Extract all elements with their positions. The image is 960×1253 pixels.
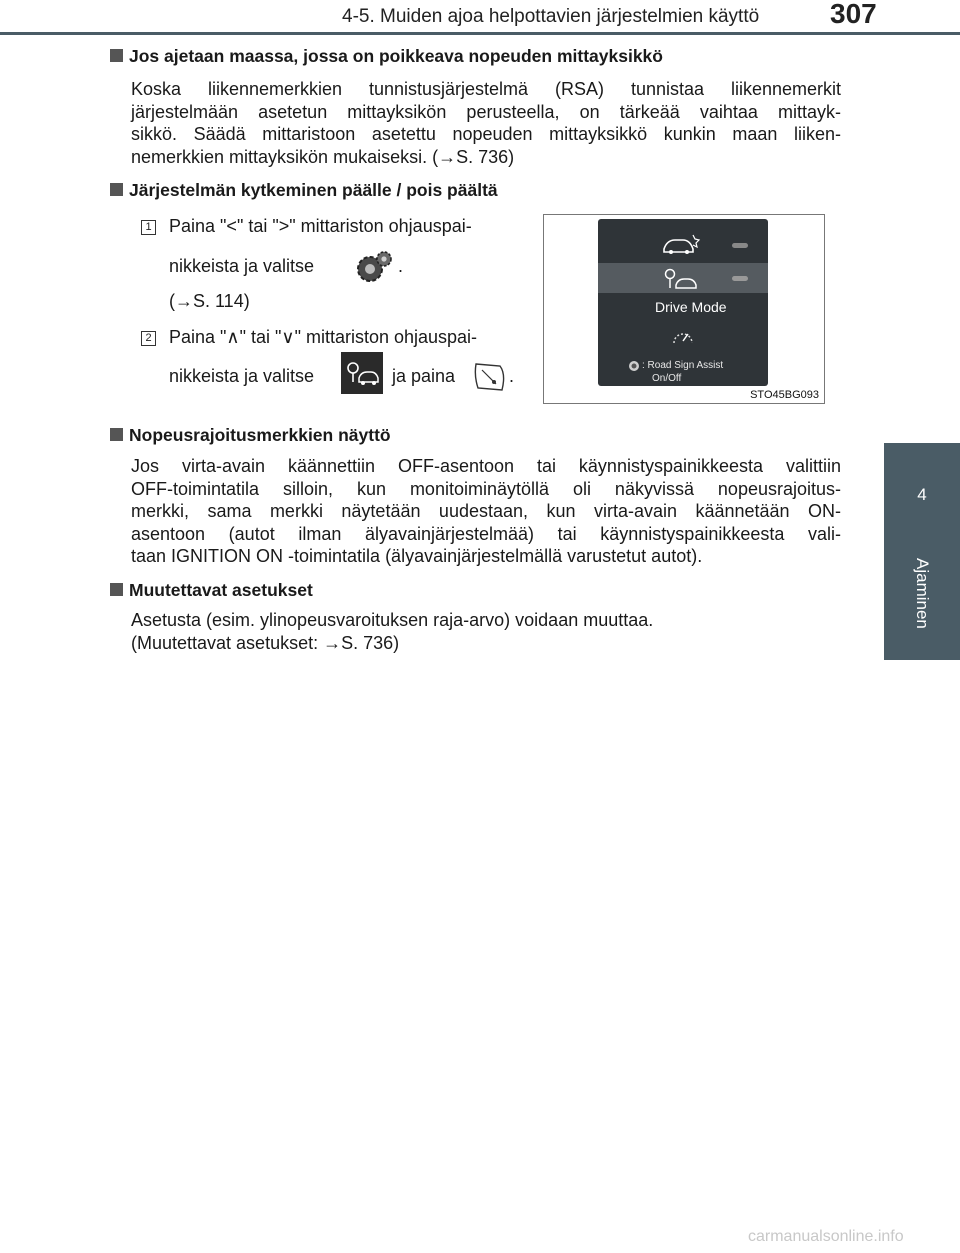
header-rule xyxy=(0,32,960,35)
paragraph-line: taan IGNITION ON -toimintatila (älyavainjärjestelmällä varustetut autot). xyxy=(131,546,703,566)
footer-watermark-url: carmanualsonline.info xyxy=(748,1228,904,1245)
paragraph-line: nemerkkien mittayksikön mukaiseksi. (→S. 736) xyxy=(131,146,515,167)
drive-mode-gauge-icon xyxy=(671,326,695,348)
paragraph-line: OFF-toimintatila silloin, kun monitoiminäytöllä oli näkyvissä nopeusrajoitus- xyxy=(131,478,841,499)
settings-gear-icon xyxy=(352,247,396,287)
car-warning-icon xyxy=(660,231,702,255)
display-screen xyxy=(598,219,768,386)
chapter-side-tab xyxy=(884,443,960,660)
step-1-line-2: nikkeista ja valitse xyxy=(169,256,315,276)
section-paragraph-speed-limit-display xyxy=(131,455,841,568)
ok-dot-icon xyxy=(628,360,640,372)
section-heading-text: Nopeusrajoitusmerkkien näyttö xyxy=(129,425,391,445)
bullet-square-icon xyxy=(110,428,123,441)
section-heading-text: Muutettavat asetukset xyxy=(129,580,313,600)
section-heading-speed-unit xyxy=(110,46,663,67)
road-sign-assist-icon xyxy=(662,267,704,291)
chapter-number: 4 xyxy=(917,485,927,504)
header-title: 4-5. Muiden ajoa helpottavien järjestelmien käyttö xyxy=(342,6,760,27)
screen-caption-line-2: On/Off xyxy=(652,373,682,384)
step-number-box: 1 xyxy=(141,220,156,235)
bullet-square-icon xyxy=(110,183,123,196)
section-paragraph-changeable-settings xyxy=(131,609,841,654)
section-heading-text: Järjestelmän kytkeminen päälle / pois päältä xyxy=(129,180,498,200)
section-heading-speed-limit-display xyxy=(110,425,391,446)
bullet-square-icon xyxy=(110,583,123,596)
chapter-label: Ajaminen xyxy=(913,558,932,629)
toggle-indicator xyxy=(732,276,748,281)
step-2-line-2: nikkeista ja valitse xyxy=(169,366,315,386)
page-number: 307 xyxy=(830,0,877,29)
section-paragraph-speed-unit xyxy=(131,78,841,168)
step-1-line-1: Paina "<" tai ">" mittariston ohjauspai- xyxy=(169,216,472,236)
paragraph-line: asentoon (autot ilman älyavainjärjestelmää) tai käynnistyspainikkeesta vali- xyxy=(131,523,841,544)
screen-caption-line-1: : Road Sign Assist xyxy=(642,360,724,371)
bullet-square-icon xyxy=(110,49,123,62)
figure-multi-info-display xyxy=(543,214,825,404)
paragraph-line: Jos virta-avain käännettiin OFF-asentoon tai käynnistyspainikkeesta valittiin xyxy=(131,456,841,476)
paragraph-line: merkki, sama merkki näytetään uudestaan, kun virta-avain käännetään ON- xyxy=(131,501,841,521)
paragraph-line: (Muutettavat asetukset: →S. 736) xyxy=(131,632,400,653)
figure-code: STO45BG093 xyxy=(750,389,819,401)
road-sign-assist-icon xyxy=(341,352,383,394)
section-heading-text: Jos ajetaan maassa, jossa on poikkeava nopeuden mittayksikkö xyxy=(129,46,663,66)
paragraph-line: järjestelmään asetetun mittayksikön perusteella, on tärkeää vaihtaa mittayk- xyxy=(131,101,841,122)
section-heading-changeable-settings xyxy=(110,580,313,601)
paragraph-line: sikkö. Säädä mittaristoon asetettu nopeuden mittayksikkö kunkin maan liiken- xyxy=(131,124,841,144)
section-heading-on-off xyxy=(110,180,498,201)
paragraph-line: Koska liikennemerkkien tunnistusjärjestelmä (RSA) tunnistaa liikennemerkit xyxy=(131,79,841,99)
step-number-box: 2 xyxy=(141,331,156,346)
step-2-line-1: Paina "∧" tai "∨" mittariston ohjauspai- xyxy=(169,327,478,347)
toggle-indicator xyxy=(732,243,748,248)
step-1-line-3: (→S. 114) xyxy=(169,291,250,311)
step-1-line-2-end: . xyxy=(398,256,404,276)
screen-title: Drive Mode xyxy=(655,299,727,315)
paragraph-line: Asetusta (esim. ylinopeusvaroituksen raja-arvo) voidaan muuttaa. xyxy=(131,610,654,630)
ok-button-icon xyxy=(472,360,508,394)
step-2-line-2-end: . xyxy=(509,366,515,386)
step-2-line-2-mid: ja paina xyxy=(392,366,456,386)
